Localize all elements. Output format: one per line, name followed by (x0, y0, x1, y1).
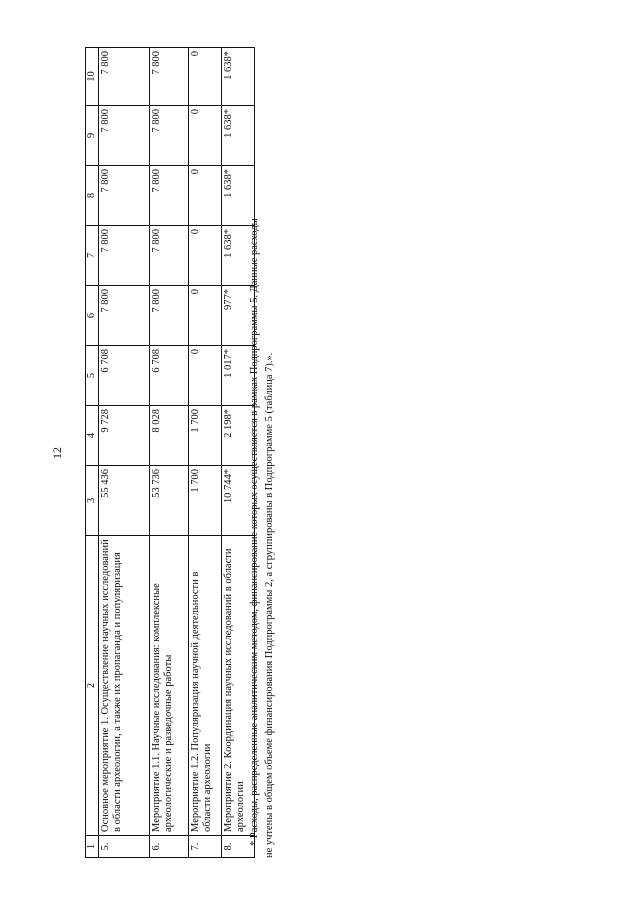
footnote-line-2: не учтены в общем объеме финансирования Подпрограммы 2, а сгруппированы в Подпрограмме 5 (таблица 7).». (264, 352, 275, 858)
row-description: Мероприятие 2. Координация научных исследований в области археологии (222, 536, 255, 836)
value-cell: 0 (189, 346, 222, 406)
value-cell: 1 638* (222, 106, 255, 166)
column-number-5: 5 (86, 346, 99, 406)
column-number-9: 9 (86, 106, 99, 166)
column-number-10: 10 (86, 48, 99, 106)
value-cell: 2 198* (222, 406, 255, 466)
row-description: Мероприятие 1.1. Научные исследования: комплексные археологические и разведочные работы (150, 536, 189, 836)
value-cell: 53 736 (150, 466, 189, 536)
value-cell: 1 638* (222, 48, 255, 106)
value-cell: 0 (189, 48, 222, 106)
value-cell: 7 800 (99, 106, 150, 166)
footnote-line-1: * Расходы, распределенные аналитическим методом, финансирование которых осуществляется в рамках Подпрограммы 5. Данные расходы (249, 218, 260, 846)
column-number-6: 6 (86, 286, 99, 346)
rotated-page-content (50, 48, 280, 858)
footnote (247, 48, 277, 858)
value-cell: 8 028 (150, 406, 189, 466)
value-cell: 7 800 (99, 48, 150, 106)
table-row (189, 48, 222, 858)
page-number: 12 (50, 447, 64, 459)
value-cell: 6 708 (150, 346, 189, 406)
value-cell: 1 700 (189, 466, 222, 536)
value-cell: 1 638* (222, 166, 255, 226)
value-cell: 10 744* (222, 466, 255, 536)
value-cell: 0 (189, 106, 222, 166)
row-number: 8. (222, 836, 255, 858)
row-description: Мероприятие 1.2. Популяризация научной деятельности в области археологии (189, 536, 222, 836)
column-number-1: 1 (86, 836, 99, 858)
row-description: Основное мероприятие 1. Осуществление научных исследований в области археологии, а также их пропаганда и популяризация (99, 536, 150, 836)
value-cell: 6 708 (99, 346, 150, 406)
table-row (99, 48, 150, 858)
column-number-2: 2 (86, 536, 99, 836)
column-number-8: 8 (86, 166, 99, 226)
table-header-row (86, 48, 99, 858)
value-cell: 7 800 (99, 286, 150, 346)
value-cell: 7 800 (150, 226, 189, 286)
value-cell: 0 (189, 226, 222, 286)
value-cell: 1 700 (189, 406, 222, 466)
value-cell: 55 436 (99, 466, 150, 536)
value-cell: 9 728 (99, 406, 150, 466)
value-cell: 7 800 (150, 286, 189, 346)
row-number: 7. (189, 836, 222, 858)
row-number: 5. (99, 836, 150, 858)
value-cell: 0 (189, 166, 222, 226)
column-number-7: 7 (86, 226, 99, 286)
value-cell: 0 (189, 286, 222, 346)
value-cell: 7 800 (99, 166, 150, 226)
expenditure-table (85, 47, 255, 858)
column-number-4: 4 (86, 406, 99, 466)
value-cell: 7 800 (150, 106, 189, 166)
value-cell: 977* (222, 286, 255, 346)
row-number: 6. (150, 836, 189, 858)
value-cell: 7 800 (150, 166, 189, 226)
value-cell: 7 800 (99, 226, 150, 286)
table-row (150, 48, 189, 858)
column-number-3: 3 (86, 466, 99, 536)
value-cell: 7 800 (150, 48, 189, 106)
value-cell: 1 017* (222, 346, 255, 406)
value-cell: 1 638* (222, 226, 255, 286)
